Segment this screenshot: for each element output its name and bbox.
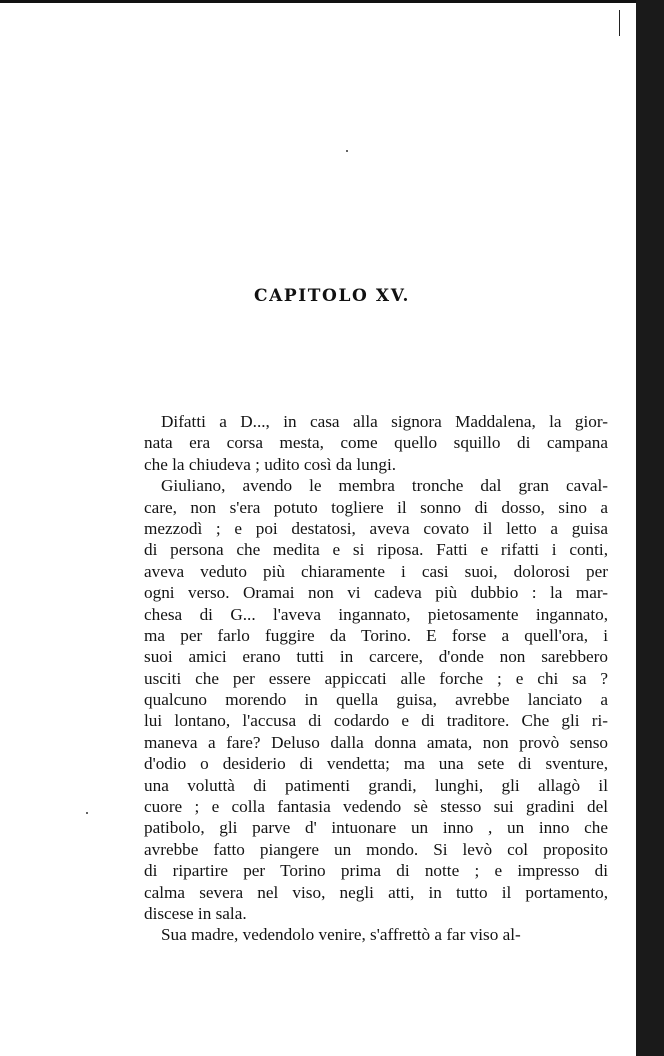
paragraph [144,475,608,924]
text-line: di ripartire per Torino prima di notte ; e impresso di [144,861,608,881]
text-line: avrebbe fatto piangere un mondo. Si levò col proposito [144,839,608,859]
page-edge-mark [619,10,620,36]
text-line: patibolo, gli parve d' intuonare un inno , un inno che [144,818,608,838]
text-line: suoi amici erano tutti in carcere, d'onde non sarebbero [144,647,608,667]
text-line: care, non s'era potuto togliere il sonno di dosso, sino a [144,497,608,517]
text-line: usciti che per essere appiccati alle forche ; e chi sa ? [144,668,608,688]
page-edge-shadow [636,0,664,1056]
text-line: Giuliano, avendo le membra tronche dal gran caval- [161,476,608,496]
text-line: ogni verso. Oramai non vi cadeva più dubbio : la mar- [144,583,608,603]
text-line: una voluttà di patimenti grandi, lunghi, gli allagò il [144,775,608,795]
text-line: mezzodì ; e poi destatosi, aveva covato il letto a guisa [144,518,608,538]
chapter-title: CAPITOLO XV. [253,286,411,306]
text-line: nata era corsa mesta, come quello squillo di campana [144,433,608,453]
text-line: chesa di G... l'aveva ingannato, pietosamente ingannato, [144,604,608,624]
top-rule [0,0,640,3]
chapter-body [144,411,608,946]
text-line: calma severa nel viso, negli atti, in tutto il portamento, [144,882,608,902]
text-line: che la chiudeva ; udito così da lungi. [144,454,397,474]
text-line: aveva veduto più chiaramente i casi suoi, dolorosi per [144,561,608,581]
text-line: maneva a fare? Deluso dalla donna amata, non provò senso [144,732,608,752]
text-line: cuore ; e colla fantasia vedendo sè stesso sui gradini del [144,797,608,817]
text-line: di persona che medita e si riposa. Fatti e rifatti i conti, [144,540,608,560]
text-line: Sua madre, vedendolo venire, s'affrettò a far viso al- [161,925,521,945]
text-line: discese in sala. [144,903,247,923]
ink-speck [86,812,88,814]
text-line: d'odio o desiderio di vendetta; ma una sete di sventure, [144,754,608,774]
text-line: Difatti a D..., in casa alla signora Maddalena, la gior- [161,412,608,431]
text-line: ma per farlo fuggire da Torino. E forse a quell'ora, i [144,625,608,645]
text-line: qualcuno morendo in quella guisa, avrebbe lanciato a [144,690,608,710]
paragraph [144,411,608,475]
paragraph [144,924,608,945]
ink-speck [346,150,348,152]
text-line: lui lontano, l'accusa di codardo e di traditore. Che gli ri- [144,711,608,731]
